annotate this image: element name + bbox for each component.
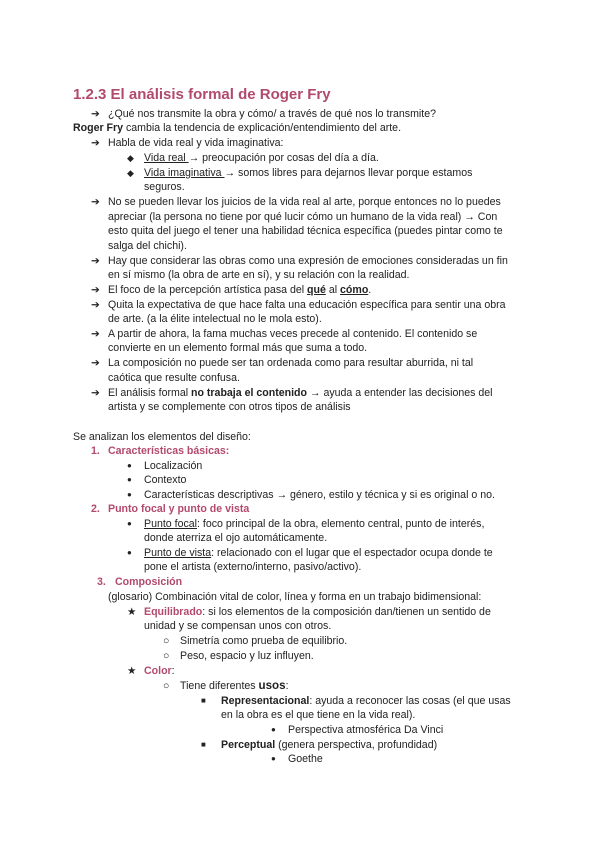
section-number: 2. (91, 503, 100, 515)
star-icon: ★ (127, 606, 137, 618)
section-number: 3. (97, 576, 106, 588)
equilibrado (144, 605, 491, 620)
perceptual-label: Perceptual (221, 739, 276, 751)
intro-question: ¿Qué nos transmite la obra y cómo/ a través de qué nos lo transmite? (108, 108, 436, 120)
paragraph-line: apreciar (la persona no tiene por qué lucir cómo un humano de la vida real) → Con (108, 211, 498, 223)
paragraph-line: esto quita del juego el tener una habilidad técnica específica (puedes pintar como te (108, 225, 503, 237)
arrow-icon: ➔ (91, 196, 100, 208)
punto-focal (144, 517, 484, 532)
punto-focal-label: Punto focal (144, 518, 198, 530)
punto-vista-label: Punto de vista (144, 547, 212, 559)
list-item: Goethe (288, 753, 323, 765)
list-item: Características descriptivas → género, estilo y técnica y si es original o no. (144, 489, 495, 501)
bullet-icon: ● (271, 725, 276, 734)
circle-icon: ○ (163, 650, 170, 662)
foco-line (108, 283, 371, 298)
bullet-icon: ● (127, 519, 132, 528)
representacional (221, 694, 511, 709)
usos-line (180, 679, 289, 694)
vida-imag-label: Vida imaginativa (144, 167, 225, 179)
list-item: Localización (144, 460, 203, 472)
bullet-icon: ● (127, 548, 132, 557)
foco-que: qué (307, 284, 326, 296)
vida-real (144, 151, 379, 166)
foco-end: . (368, 284, 372, 296)
diamond-icon: ◆ (127, 168, 134, 178)
arrow-icon: ➔ (91, 328, 100, 340)
color-label: Color (144, 665, 172, 677)
section-title-composicion: Composición (115, 576, 183, 588)
fry-rest: cambia la tendencia de explicación/entendimiento del arte. (123, 122, 402, 134)
square-icon: ■ (201, 696, 206, 705)
representacional-cont: en la obra es el que tiene en la vida real). (221, 709, 416, 721)
arrow-icon: ➔ (91, 357, 100, 369)
paragraph-line: convierte en un elemento formal más que suma a todo. (108, 342, 368, 354)
list-item: Peso, espacio y luz influyen. (180, 650, 314, 662)
punto-vista-text: : relacionado con el lugar que el espectador ocupa donde te (211, 547, 493, 559)
paragraph-line: No se pueden llevar los juicios de la vida real al arte, porque entonces no lo puedes (108, 196, 501, 208)
paragraph-line: en sí mismo (la obra de arte en sí), y su relación con la realidad. (108, 269, 410, 281)
paragraph-line: A partir de ahora, la fama muchas veces precede al contenido. El contenido se (108, 328, 478, 340)
paragraph-line: caótica que resulte confusa. (108, 372, 240, 384)
section-title-punto-focal: Punto focal y punto de vista (108, 503, 250, 515)
star-icon: ★ (127, 665, 137, 677)
analisis-pre: El análisis formal (108, 387, 192, 399)
bullet-icon: ● (127, 490, 132, 499)
square-icon: ■ (201, 740, 206, 749)
paragraph-line: salga del chichi). (108, 240, 187, 252)
vida-imag-text: → somos libres para dejarnos llevar porque estamos (224, 167, 473, 179)
bullet-icon: ● (127, 475, 132, 484)
page-title: 1.2.3 El análisis formal de Roger Fry (73, 86, 331, 103)
list-item: Simetría como prueba de equilibrio. (180, 635, 348, 647)
circle-icon: ○ (163, 635, 170, 647)
vida-real-label: Vida real (144, 152, 189, 164)
bullet-icon: ● (271, 754, 276, 763)
paragraph-line: La composición no puede ser tan ordenada como para resultar aburrida, ni tal (108, 357, 474, 369)
foco-pre: El foco de la percepción artística pasa del (108, 284, 308, 296)
paragraph-line: de arte. (a la élite intelectual no le mola esto). (108, 313, 322, 325)
circle-icon: ○ (163, 680, 170, 692)
list-item: Perspectiva atmosférica Da Vinci (288, 724, 444, 736)
usos-bold: usos (258, 679, 286, 692)
arrow-icon: ➔ (91, 137, 100, 149)
arrow-icon: ➔ (91, 284, 100, 296)
analisis-bold: no trabaja el contenido (191, 387, 307, 399)
usos-pre: Tiene diferentes (180, 680, 259, 692)
fry-intro (73, 121, 401, 136)
paragraph-line: Hay que considerar las obras como una expresión de emociones consideradas un fin (108, 255, 508, 267)
foco-mid: al (325, 284, 341, 296)
arrow-icon: ➔ (91, 299, 100, 311)
section-number: 1. (91, 445, 100, 457)
paragraph-line: Quita la expectativa de que hace falta una educación específica para sentir una obra (108, 299, 506, 311)
punto-vista-cont: pone el artista (externo/interno, pasivo/activo). (144, 561, 362, 573)
arrow-icon: ➔ (91, 387, 100, 399)
vida-intro: Habla de vida real y vida imaginativa: (108, 137, 284, 149)
perceptual (221, 738, 437, 753)
section-title-caracteristicas: Características básicas: (108, 445, 230, 457)
vida-imaginativa-cont: seguros. (144, 181, 185, 193)
vida-imaginativa (144, 166, 472, 181)
arrow-icon: ➔ (91, 255, 100, 267)
usos-colon: : (285, 680, 289, 692)
equilibrado-cont: unidad y se compensan unos con otros. (144, 620, 332, 632)
list-item: Contexto (144, 474, 187, 486)
representacional-label: Representacional (221, 695, 310, 707)
bullet-icon: ● (127, 461, 132, 470)
diamond-icon: ◆ (127, 153, 134, 163)
punto-focal-text: : foco principal de la obra, elemento central, punto de interés, (197, 518, 485, 530)
analisis-post: → ayuda a entender las decisiones del (306, 387, 493, 399)
punto-focal-cont: donde aterriza el ojo automáticamente. (144, 532, 328, 544)
foco-como: cómo (340, 284, 369, 296)
analisis-line (108, 386, 493, 401)
fry-name: Roger Fry (73, 122, 124, 134)
vida-real-text: → preocupación por cosas del día a día. (188, 152, 379, 164)
punto-vista (144, 546, 493, 561)
paragraph-line: artista y se complemente con otros tipos de análisis (108, 401, 351, 413)
color (144, 664, 175, 679)
perceptual-text: (genera perspectiva, profundidad) (275, 739, 438, 751)
design-intro: Se analizan los elementos del diseño: (73, 431, 251, 443)
color-colon: : (171, 665, 175, 677)
equilibrado-text: : si los elementos de la composición dan/tienen un sentido de (202, 606, 491, 618)
representacional-text: : ayuda a reconocer las cosas (el que usas (309, 695, 511, 707)
equilibrado-label: Equilibrado (144, 606, 203, 618)
arrow-icon: ➔ (91, 108, 100, 120)
composicion-desc: (glosario) Combinación vital de color, línea y forma en un trabajo bidimensional: (108, 591, 482, 603)
